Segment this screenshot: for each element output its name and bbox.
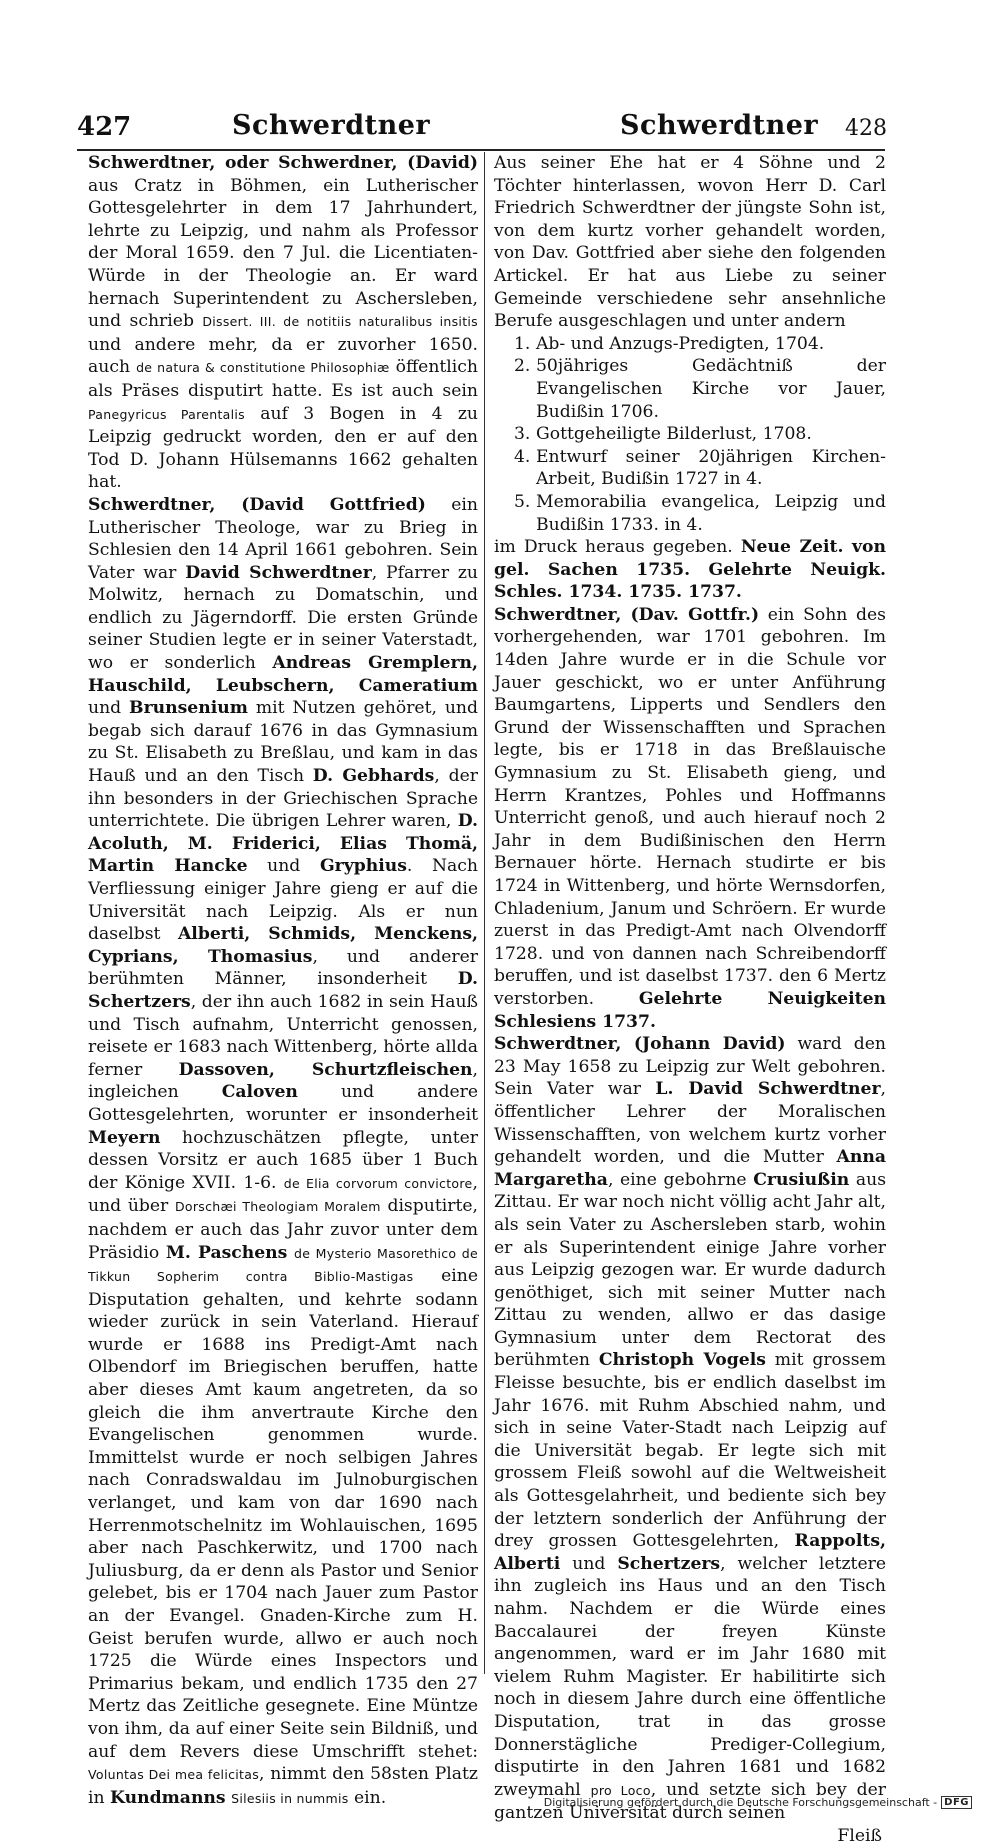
list-item-text: Entwurf seiner 20jährigen Kirchen-Arbeit, Budißin 1727 in 4. bbox=[536, 446, 886, 490]
person-name: D. Acoluth, M. Friderici, Elias Thomä, Martin Hancke bbox=[88, 811, 478, 877]
entry-text: hochzuschätzen pflegte, unter dessen Vorsitz er auch 1685 über 1 Buch der Könige XVII. 1-6. bbox=[88, 1127, 478, 1193]
header-rule bbox=[77, 149, 885, 151]
entry-text: mit Nutzen gehöret, und begab sich darauf 1676 in das Gymnasium zu St. Elisabeth zu Breßlau, und kam in das Hauß und an den Tisch bbox=[88, 698, 478, 787]
entry-david-gottfried-schwerdtner bbox=[88, 494, 478, 1810]
entry-david-schwerdtner bbox=[88, 152, 478, 494]
entry-text: mit grossem Fleisse besuchte, bis er endlich daselbst im Jahr 1676. mit Ruhm Abschied nahm, und sich in seine Vater-Stadt nach Leipzig auf die Universität begab. Er legte sich mit grossem Fleiß sowohl auf die Weltweisheit als Gottesgelahrheit, und bediente sich bey der letztern sonderlich der Anführung der drey grossen Gottesgelehrten, bbox=[494, 1350, 887, 1552]
entry-continuation bbox=[494, 152, 886, 333]
person-name: Brunsenium bbox=[129, 698, 248, 719]
person-name: David Schwerdtner bbox=[185, 562, 372, 583]
list-item bbox=[514, 423, 886, 446]
list-item bbox=[514, 333, 886, 356]
right-column bbox=[494, 152, 886, 1848]
list-item bbox=[514, 446, 886, 491]
left-column bbox=[88, 152, 478, 1810]
entry-head: Schwerdtner, (Dav. Gottfr.) bbox=[494, 604, 760, 625]
latin-title: Dissert. III. de notitiis naturalibus insitis bbox=[202, 314, 478, 330]
person-name: Meyern bbox=[88, 1127, 161, 1148]
entry-head: Schwerdtner, (Johann David) bbox=[494, 1034, 786, 1055]
latin-title: Panegyricus Parentalis bbox=[88, 406, 245, 422]
entry-text: und andere Gottesgelehrten, worunter er insonderheit bbox=[88, 1082, 479, 1125]
entry-text: und andere mehr, da er zuvorher 1650. auch bbox=[88, 334, 478, 378]
dfg-logo: DFG bbox=[941, 1796, 972, 1809]
entry-text: , und über bbox=[88, 1172, 478, 1217]
person-name: Rappolts, Alberti bbox=[494, 1531, 886, 1574]
page-number-right: 428 bbox=[845, 116, 887, 141]
entry-text: , eine gebohrne bbox=[607, 1169, 747, 1190]
list-item bbox=[514, 491, 886, 536]
entry-text: im Druck heraus gegeben. bbox=[494, 537, 733, 558]
list-item-number: 4. bbox=[514, 446, 531, 467]
page-number-left: 427 bbox=[77, 112, 132, 142]
entry-dav-gottfr-schwerdtner bbox=[494, 604, 886, 1033]
list-item-text: Ab- und Anzugs-Predigten, 1704. bbox=[536, 333, 825, 354]
person-name: Schertzers bbox=[617, 1553, 721, 1574]
entry-text: eine Disputation gehalten, und kehrte sodann wieder zurück in sein Vaterland. Hierauf wurde er 1688 ins Predigt-Amt nach Olbendorf im Briegischen beruffen, hatte aber dieses Amt kaum angetreten, da so gleich die ihm anvertraute Kirche den Evangelischen genommen wurde. Immittelst wurde er noch selbigen Jahres nach Conradswaldau im Julnoburgischen verlanget, und kam von dar 1690 nach Herrenmotschelnitz im Wohlauischen, 1695 aber nach Paschkerwitz, und 1700 nach Juliusburg, da er denn als Pastor und Senior gelebet, bis er 1704 nach Jauer zum Pastor an der Evangel. Gnaden-Kirche zum H. Geist berufen wurde, allwo er auch noch 1725 die Würde eines Inspectors und Primarius bekam, und endlich 1735 den 27 Mertz das Zeitliche gesegnete. Eine Müntze von ihm, da auf einer Seite sein Bildniß, und auf dem Revers diese Umschrifft stehet: bbox=[88, 1266, 478, 1762]
footer-text: Digitalisierung gefördert durch die Deutsche Forschungsgemeinschaft - bbox=[543, 1796, 938, 1809]
person-name: M. Paschens bbox=[165, 1242, 288, 1263]
column-divider bbox=[484, 152, 485, 1674]
entry-text: ein Sohn des vorhergehenden, war 1701 gebohren. Im 14den Jahre wurde er in die Schule vor Jauer geschickt, wo er unter Anführung Baumgartens, Lipperts und Sendlers den Grund der Wissenschafften und Sprachen legte, bis er 1718 in das Breßlauische Gymnasium zu St. Elisabeth gieng, und Herrn Krantzes, Pohles und Hoffmanns Unterricht genoß, und auch hierauf noch 2 Jahr in dem Budißinischen den Herrn Bernauer hörte. Hernach studirte er bis 1724 in Wittenberg, und hörte Wernsdorfen, Chladenium, Janum und Schröern. Er wurde zuerst in das Predigt-Amt nach Olvendorff 1728. und von dannen nach Schreibendorff beruffen, und ist daselbst 1737. den 6 Mertz verstorben. bbox=[494, 604, 886, 1009]
list-item-number: 5. bbox=[514, 491, 531, 512]
entry-text: , und setzte sich bey der gantzen Universität durch seinen bbox=[494, 1779, 887, 1824]
entry-text: , der ihn besonders in der Griechischen Sprache unterrichtete. Die übrigen Lehrer waren, bbox=[88, 766, 478, 832]
entry-continuation-end bbox=[494, 536, 886, 604]
list-item bbox=[514, 355, 886, 423]
running-head-left: Schwerdtner bbox=[232, 110, 431, 141]
entry-text: , Pfarrer zu Molwitz, hernach zu Domatschin, und endlich zu Jägerndorff. Die ersten Gründe seiner Studien legte er in seiner Vaterstadt, wo er sonderlich bbox=[88, 562, 479, 674]
person-name: Kundmanns bbox=[110, 1787, 226, 1808]
entry-text: , nimmt den 58sten Platz in bbox=[88, 1764, 478, 1808]
latin-title: Silesiis in nummis bbox=[231, 1790, 349, 1806]
entry-text: aus Cratz in Böhmen, ein Lutherischer Gottesgelehrter in dem 17 Jahrhundert, lehrte zu Leipzig, und nahm als Professor der Moral 1659. den 7 Jul. die Licentiaten-Würde in der Theologie an. Er ward hernach Superintendent zu Aschersleben, und schrieb bbox=[88, 175, 478, 332]
person-name: Crusiußin bbox=[753, 1169, 850, 1190]
entry-head: Schwerdtner, oder Schwerdner, (David) bbox=[88, 153, 478, 173]
person-name: Caloven bbox=[221, 1082, 298, 1103]
person-name: Christoph Vogels bbox=[598, 1350, 766, 1371]
latin-title: de Elia corvorum convictore bbox=[283, 1175, 473, 1191]
entry-text: disputirte, nachdem er auch das Jahr zuvor unter dem Präsidio bbox=[88, 1196, 478, 1263]
sources: Neue Zeit. von gel. Sachen 1735. Gelehrte Neuigk. Schles. 1734. 1735. 1737. bbox=[494, 537, 886, 603]
list-item-number: 3. bbox=[514, 424, 531, 445]
person-name: L. David Schwerdtner bbox=[655, 1079, 881, 1100]
entry-text: . Nach Verfliessung einiger Jahre gieng er auf die Universität nach Leipzig. Als er nun daselbst bbox=[88, 856, 478, 945]
latin-title: de natura & constitutione Philosophiæ bbox=[136, 360, 390, 376]
person-name: Andreas Gremplern, Hauschild, Leubschern, Cameratium bbox=[88, 653, 478, 696]
list-item-text: Gottgeheiligte Bilderlust, 1708. bbox=[536, 424, 812, 445]
digitization-credit bbox=[544, 1796, 972, 1809]
list-item-text: 50jähriges Gedächtniß der Evangelischen Kirche vor Jauer, Budißin 1706. bbox=[536, 356, 886, 422]
works-list bbox=[514, 333, 886, 536]
person-name: D. Schertzers bbox=[88, 969, 478, 1012]
list-item-number: 2. bbox=[514, 356, 531, 377]
latin-motto: Voluntas Dei mea felicitas bbox=[88, 1767, 260, 1783]
latin-phrase: pro Loco bbox=[590, 1782, 651, 1798]
entry-text: ein. bbox=[354, 1787, 387, 1808]
entry-text: , ingleichen bbox=[88, 1059, 478, 1103]
entry-text: , öffentlicher Lehrer der Moralischen Wissenschafften, von welchem kurtz vorher gehandelt worden, und die Mutter bbox=[494, 1079, 886, 1168]
person-name: Dassoven, Schurtzfleischen bbox=[178, 1059, 473, 1080]
running-head-right: Schwerdtner bbox=[620, 110, 819, 141]
entry-text: Aus seiner Ehe hat er 4 Söhne und 2 Töchter hinterlassen, wovon Herr D. Carl Friedrich Schwerdtner der jüngste Sohn ist, von dem kurtz vorher gehandelt worden, von Dav. Gottfried aber siehe den folgenden Artickel. Er hat aus Liebe zu seiner Gemeinde verschiedene sehr ansehnliche Berufe ausgeschlagen und unter andern bbox=[494, 153, 886, 332]
entry-text: und bbox=[88, 698, 122, 719]
entry-text: , und anderer berühmten Männer, insonderheit bbox=[88, 946, 478, 990]
person-name: D. Gebhards bbox=[312, 766, 435, 787]
entry-text: ward den 23 May 1658 zu Leipzig zur Welt gebohren. Sein Vater war bbox=[494, 1034, 886, 1100]
entry-johann-david-schwerdtner bbox=[494, 1033, 886, 1825]
entry-text: , welcher letztere ihn zugleich ins Haus und an den Tisch nahm. Nachdem er die Würde eines Baccalaurei der freyen Künste angenommen, ward er im Jahr 1680 mit vielem Ruhm Magister. Er habilitirte sich noch in diesem Jahre durch eine öffentliche Disputation, trat in das grosse Donnerstägliche Prediger-Collegium, disputirte in den Jahren 1681 und 1682 zweymahl bbox=[494, 1553, 886, 1800]
entry-text: , der ihn auch 1682 in sein Hauß und Tisch aufnahm, Unterricht genossen, reisete er 1683 nach Wittenberg, hörte allda ferner bbox=[88, 991, 478, 1080]
sources: Gelehrte Neuigkeiten Schlesiens 1737. bbox=[494, 988, 886, 1032]
list-item-text: Memorabilia evangelica, Leipzig und Budißin 1733. in 4. bbox=[536, 491, 886, 535]
entry-text: und bbox=[572, 1553, 606, 1574]
latin-title: Dorschæi Theologiam Moralem bbox=[174, 1199, 381, 1215]
entry-text: ein Lutherischer Theologe, war zu Brieg in Schlesien den 14 April 1661 gebohren. Sein Vater war bbox=[88, 494, 478, 583]
person-name: Gryphius bbox=[319, 856, 407, 877]
person-name: Alberti, Schmids, Menckens, Cyprians, Thomasius bbox=[88, 924, 479, 967]
list-item-number: 1. bbox=[514, 333, 531, 354]
entry-text: und bbox=[267, 856, 301, 877]
entry-text: auf 3 Bogen in 4 zu Leipzig gedruckt worden, den er auf den Tod D. Johann Hülsemanns 1662 gehalten hat. bbox=[88, 403, 478, 493]
latin-title: de Mysterio Masorethico de Tikkun Sopherim contra Biblio-Mastigas bbox=[88, 1245, 479, 1285]
entry-head: Schwerdtner, (David Gottfried) bbox=[88, 494, 426, 515]
person-name: Anna Margaretha bbox=[494, 1147, 886, 1190]
entry-text: aus Zittau. Er war noch nicht völlig acht Jahr alt, als sein Vater zu Aschersleben starb, wohin er als Superintendent einige Jahre vorher aus Leipzig gezogen war. Er wurde dadurch genöthiget, sich mit seiner Mutter nach Zittau zu wenden, allwo er das dasige Gymnasium unter dem Rectorat des berühmten bbox=[494, 1169, 887, 1371]
entry-text: öffentlich als Präses disputirt hatte. Es ist auch sein bbox=[88, 357, 478, 401]
catchword: Fleiß bbox=[837, 1825, 882, 1846]
